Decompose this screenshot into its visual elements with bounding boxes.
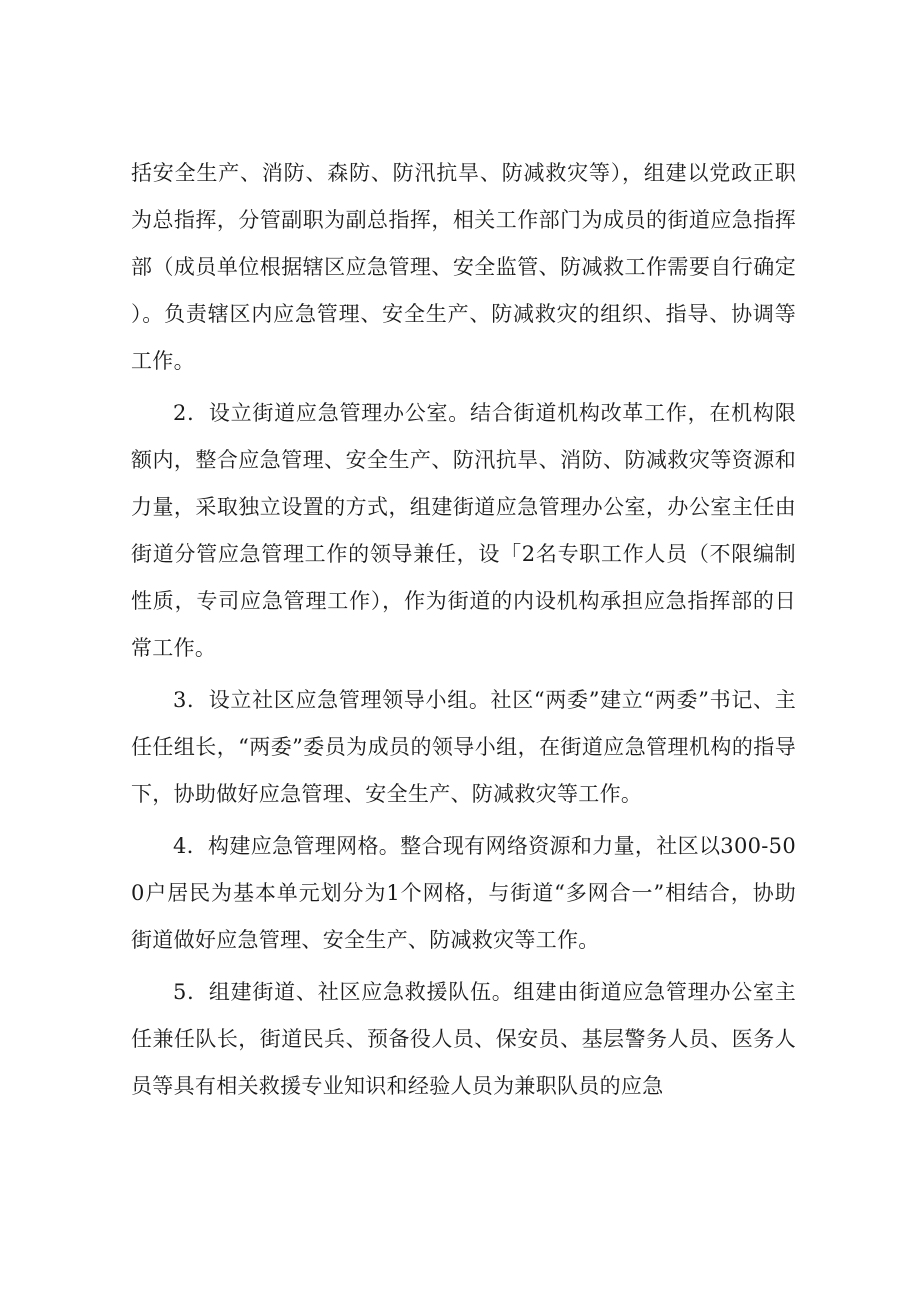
paragraph-4: 4．构建应急管理网格。整合现有网络资源和力量，社区以300-500户居民为基本单元划分为1个网格，与街道“多网合一”相结合，协助街道做好应急管理、安全生产、防减救灾等工作。 — [131, 834, 796, 952]
paragraph-1: 括安全生产、消防、森防、防汛抗旱、防减救灾等），组建以党政正职为总指挥，分管副职为副总指挥，相关工作部门为成员的街道应急指挥部（成员单位根据辖区应急管理、安全监管、防减救工作需要自行确定）。负责辖区内应急管理、安全生产、防减救灾的组织、指导、协调等工作。 — [131, 161, 796, 373]
paragraph-2: 2．设立街道应急管理办公室。结合街道机构改革工作，在机构限额内，整合应急管理、安全生产、防汛抗旱、消防、防减救灾等资源和力量，采取独立设置的方式，组建街道应急管理办公室，办公室主任由街道分管应急管理工作的领导兼任，设「2名专职工作人员（不限编制性质，专司应急管理工作），作为街道的内设机构承担应急指挥部的日常工作。 — [131, 401, 796, 660]
paragraph-5: 5．组建街道、社区应急救援队伍。组建由街道应急管理办公室主任兼任队长，街道民兵、预备役人员、保安员、基层警务人员、医务人员等具有相关救援专业知识和经验人员为兼职队员的应急 — [131, 980, 796, 1098]
document-body — [131, 150, 796, 1115]
paragraph-3: 3．设立社区应急管理领导小组。社区“两委”建立“两委”书记、主任任组长，“两委”委员为成员的领导小组，在街道应急管理机构的指导下，协助做好应急管理、安全生产、防减救灾等工作。 — [131, 688, 796, 806]
